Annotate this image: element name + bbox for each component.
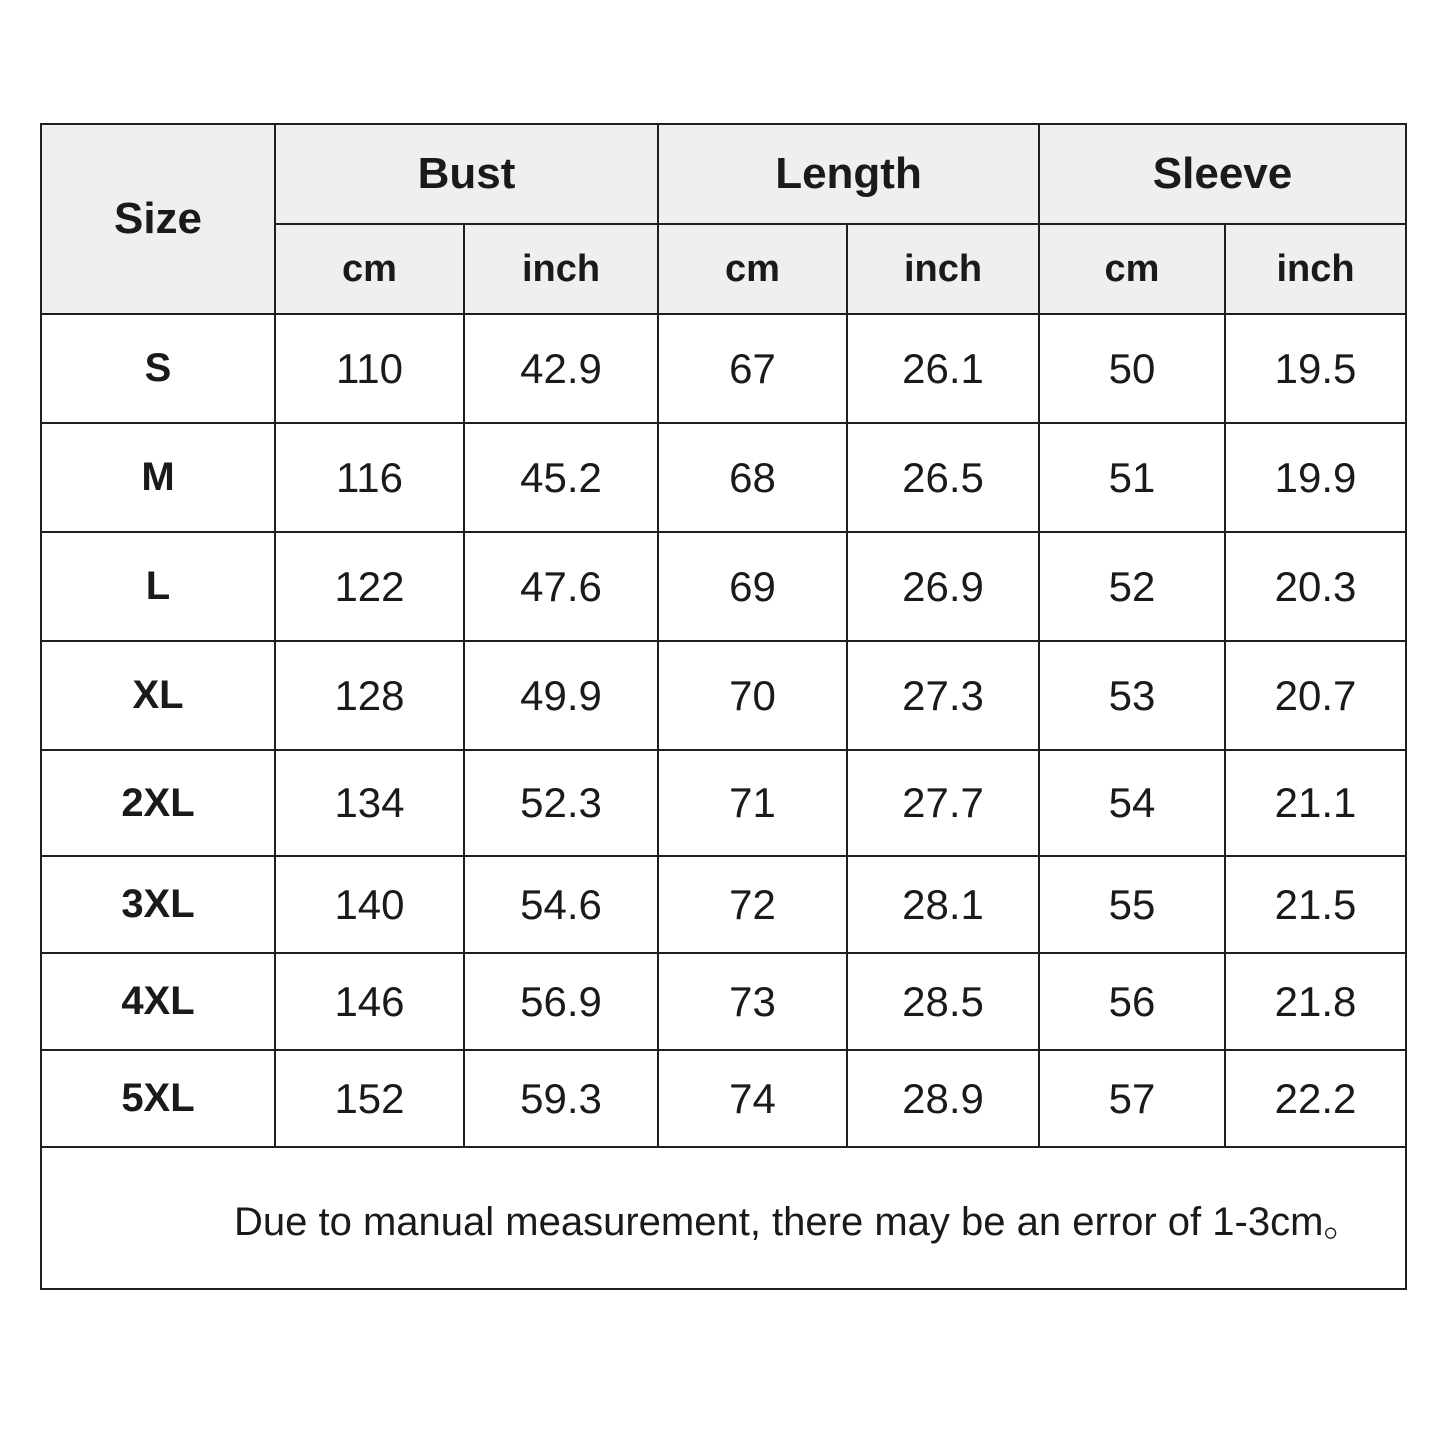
length-cm-cell: 70 [658,641,847,750]
sleeve-inch-cell: 20.7 [1225,641,1406,750]
length-inch-header: inch [847,224,1039,314]
sleeve-cm-cell: 56 [1039,953,1225,1050]
bust-inch-cell: 49.9 [464,641,658,750]
size-cell: 3XL [41,856,275,953]
bust-inch-cell: 59.3 [464,1050,658,1147]
bust-cm-cell: 110 [275,314,464,423]
sleeve-inch-cell: 19.5 [1225,314,1406,423]
bust-cm-cell: 122 [275,532,464,641]
header-row-groups [41,124,1406,224]
size-column-header: Size [41,124,275,314]
size-cell: 2XL [41,750,275,856]
length-inch-cell: 26.1 [847,314,1039,423]
bust-cm-cell: 116 [275,423,464,532]
sleeve-cm-cell: 55 [1039,856,1225,953]
bust-inch-cell: 52.3 [464,750,658,856]
bust-inch-cell: 45.2 [464,423,658,532]
sleeve-inch-cell: 21.8 [1225,953,1406,1050]
size-cell: S [41,314,275,423]
length-cm-cell: 69 [658,532,847,641]
length-inch-cell: 27.7 [847,750,1039,856]
length-inch-cell: 28.9 [847,1050,1039,1147]
bust-cm-header: cm [275,224,464,314]
bust-cm-cell: 128 [275,641,464,750]
sleeve-cm-cell: 53 [1039,641,1225,750]
note-row [41,1147,1406,1289]
bust-cm-cell: 146 [275,953,464,1050]
sleeve-inch-cell: 20.3 [1225,532,1406,641]
table-row [41,532,1406,641]
sleeve-inch-cell: 19.9 [1225,423,1406,532]
sleeve-cm-cell: 54 [1039,750,1225,856]
sleeve-cm-cell: 50 [1039,314,1225,423]
size-cell: XL [41,641,275,750]
sleeve-group-header: Sleeve [1039,124,1406,224]
measurement-note: Due to manual measurement, there may be an error of 1-3cm。 [41,1147,1406,1289]
length-cm-cell: 68 [658,423,847,532]
size-cell: 4XL [41,953,275,1050]
length-inch-cell: 28.5 [847,953,1039,1050]
sleeve-cm-cell: 57 [1039,1050,1225,1147]
size-chart-table [40,123,1407,1290]
size-cell: L [41,532,275,641]
sleeve-inch-header: inch [1225,224,1406,314]
bust-cm-cell: 134 [275,750,464,856]
length-cm-cell: 71 [658,750,847,856]
length-cm-cell: 74 [658,1050,847,1147]
bust-inch-header: inch [464,224,658,314]
bust-inch-cell: 54.6 [464,856,658,953]
length-group-header: Length [658,124,1039,224]
bust-inch-cell: 56.9 [464,953,658,1050]
length-inch-cell: 27.3 [847,641,1039,750]
table-row [41,856,1406,953]
length-cm-cell: 73 [658,953,847,1050]
bust-group-header: Bust [275,124,658,224]
length-cm-header: cm [658,224,847,314]
table-row [41,314,1406,423]
table-row [41,750,1406,856]
bust-cm-cell: 152 [275,1050,464,1147]
bust-inch-cell: 42.9 [464,314,658,423]
size-cell: 5XL [41,1050,275,1147]
table-row [41,423,1406,532]
length-inch-cell: 28.1 [847,856,1039,953]
length-cm-cell: 67 [658,314,847,423]
length-inch-cell: 26.9 [847,532,1039,641]
sleeve-cm-cell: 52 [1039,532,1225,641]
length-cm-cell: 72 [658,856,847,953]
sleeve-inch-cell: 21.5 [1225,856,1406,953]
size-cell: M [41,423,275,532]
length-inch-cell: 26.5 [847,423,1039,532]
bust-inch-cell: 47.6 [464,532,658,641]
sleeve-cm-cell: 51 [1039,423,1225,532]
sleeve-inch-cell: 21.1 [1225,750,1406,856]
sleeve-cm-header: cm [1039,224,1225,314]
table-row [41,641,1406,750]
table-row [41,1050,1406,1147]
table-row [41,953,1406,1050]
bust-cm-cell: 140 [275,856,464,953]
sleeve-inch-cell: 22.2 [1225,1050,1406,1147]
